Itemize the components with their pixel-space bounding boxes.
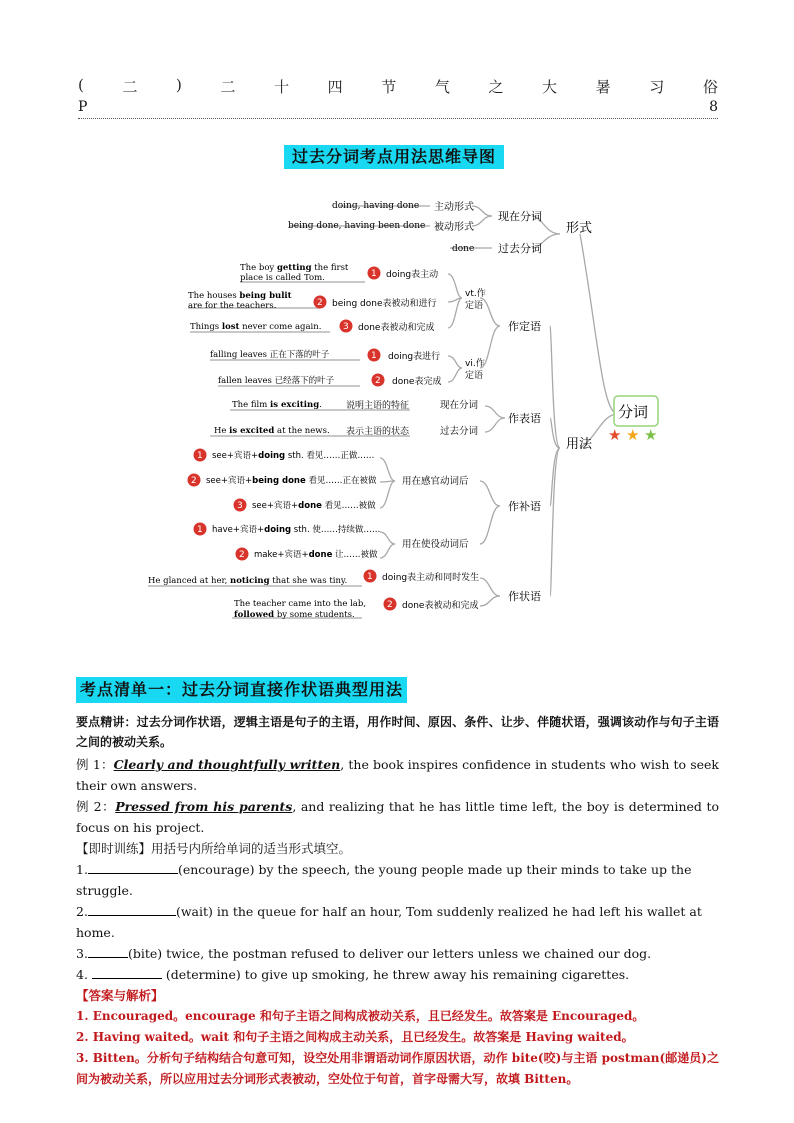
header-char: 大 <box>542 78 558 96</box>
badge-number: 2 <box>317 298 323 308</box>
node-zhudong: 主动形式 <box>434 202 474 213</box>
exercise-text: (wait) in the queue for half an hour, Tom suddenly realized he had left his wallet at home. <box>76 904 702 940</box>
vt-label-2: 定语 <box>465 301 484 311</box>
exercise-4 <box>76 964 719 985</box>
exercise-text: (bite) twice, the postman refused to deliver our letters unless we chained our dog. <box>127 946 652 961</box>
header-char: 习 <box>649 78 665 96</box>
answer-blank[interactable] <box>88 943 128 958</box>
section-title: 考点清单一：过去分词直接作状语典型用法 <box>76 677 407 703</box>
header-title <box>78 76 718 97</box>
header-char: 气 <box>434 78 450 96</box>
dingyu-example-line2: place is called Tom. <box>240 273 325 283</box>
answer-blank[interactable] <box>88 901 176 916</box>
buyu-rule: see+宾语+doing sth. 看见……正做…… <box>212 451 375 461</box>
mindmap-title: 过去分词考点用法思维导图 <box>284 145 504 169</box>
node-xingshi: 形式 <box>566 221 593 236</box>
badge-number: 1 <box>371 269 377 279</box>
node-yongfa: 用法 <box>566 437 593 452</box>
header-char: 之 <box>488 78 504 96</box>
dingyu-rule: done表被动和完成 <box>358 323 435 333</box>
dingyu-rule: being done表被动和进行 <box>332 299 437 309</box>
dingyu-example: Things lost never come again. <box>190 322 322 332</box>
dingyu-example: The boy getting the first <box>240 263 349 273</box>
zhuangyu-item <box>234 598 478 621</box>
dingyu-item <box>190 320 434 334</box>
zhuangyu-example: He glanced at her, noticing that she was tiny. <box>148 576 348 586</box>
answer-blank[interactable] <box>88 859 178 874</box>
zhuangyu-rule: doing表主动和同时发生 <box>382 573 480 583</box>
badge-number: 2 <box>191 476 197 486</box>
node-dingyu: 作定语 <box>508 320 541 333</box>
example-rest: , the book inspires confidence in students who wish to seek their own answers. <box>76 757 720 793</box>
header-char: 四 <box>327 78 343 96</box>
biaoyu-example: He is excited at the news. <box>214 426 330 436</box>
vt-label-1: vt.作 <box>465 289 486 299</box>
answer-1: 1. Encouraged。encourage 和句子主语之间构成被动关系，且已经发生。故答案是 Encouraged。 <box>76 1009 645 1023</box>
example-term: Pressed from his parents <box>115 799 293 814</box>
node-biaoyu: 作表语 <box>508 412 541 425</box>
page-number: 8 <box>709 99 718 115</box>
vi-label-2: 定语 <box>465 371 484 381</box>
header-char: ( <box>78 76 84 94</box>
header-divider <box>78 116 718 119</box>
zhuangyu-example-line2: followed by some students. <box>234 610 355 620</box>
example-2 <box>76 796 719 838</box>
biaoyu-item <box>232 399 479 411</box>
biaoyu-desc: 说明主语的特征 <box>346 401 410 411</box>
dingyu-rule: done表完成 <box>392 377 442 387</box>
vi-label-1: vi.作 <box>465 359 485 369</box>
node-beidong: 被动形式 <box>434 222 474 233</box>
example-term: Clearly and thoughtfully written <box>113 757 341 772</box>
node-zhuangyu: 作状语 <box>508 590 541 603</box>
answer-2: 2. Having waited。wait 和句子主语之间构成主动关系，且已经发生。故答案是 Having waited。 <box>76 1030 634 1044</box>
example-label: 例 1： <box>76 757 114 772</box>
mindmap-diagram <box>140 186 660 626</box>
star-icon: ★ <box>626 426 640 444</box>
buyu-item <box>236 548 379 561</box>
answer-3: 3. Bitten。分析句子结构结合句意可知，设空处用非谓语动词作原因状语，动作 bite(咬)与主语 postman(邮递员)之间为被动关系，所以应用过去分词形式表被动，空处位于句首，首字母需大写，故填 Bitten。 <box>76 1051 719 1086</box>
star-icon: ★ <box>644 426 658 444</box>
header-char: 俗 <box>702 78 718 96</box>
dingyu-example-line2: are for the teachers. <box>188 301 277 311</box>
star-icon: ★ <box>608 426 622 444</box>
exercise-number: 4. <box>76 967 88 982</box>
dingyu-example: fallen leaves 已经落下的叶子 <box>218 376 335 386</box>
header-char: ) <box>176 76 182 94</box>
exercise-2 <box>76 901 719 943</box>
active-forms: doing, having done <box>332 201 420 211</box>
header-char: 二 <box>220 78 236 96</box>
zhuangyu-item <box>148 570 479 587</box>
buyu-item <box>194 523 381 536</box>
buyu-item <box>194 449 375 462</box>
biaoyu-item <box>214 425 479 437</box>
biaoyu-type: 过去分词 <box>440 426 479 437</box>
zhuangyu-example: The teacher came into the lab, <box>234 599 367 609</box>
exercise-number: 1. <box>76 862 88 877</box>
dingyu-rule: doing表进行 <box>388 352 441 362</box>
buyu-item <box>234 499 377 512</box>
dingyu-item <box>210 349 440 363</box>
buyu-rule: make+宾语+done 让……被做 <box>254 550 378 560</box>
answer-heading: 【答案与解析】 <box>76 988 164 1003</box>
biaoyu-example: The film is exciting. <box>232 400 322 410</box>
node-shiyi: 用在使役动词后 <box>402 539 469 550</box>
badge-number: 2 <box>375 376 381 386</box>
node-buyu: 作补语 <box>508 500 541 513</box>
zhuangyu-rule: done表被动和完成 <box>402 601 479 611</box>
badge-number: 3 <box>343 322 349 332</box>
buyu-rule: have+宾语+doing sth. 使……持续做…… <box>212 525 381 535</box>
example-label: 例 2： <box>76 799 116 814</box>
biaoyu-type: 现在分词 <box>440 400 479 411</box>
answer-blank[interactable] <box>92 964 162 979</box>
badge-number: 2 <box>239 550 245 560</box>
exercise-number: 3. <box>76 946 88 961</box>
header-char: 暑 <box>595 78 611 96</box>
badge-number: 1 <box>371 351 377 361</box>
badge-number: 1 <box>197 451 203 461</box>
badge-number: 3 <box>237 501 243 511</box>
header-left: P <box>78 99 88 115</box>
badge-number: 1 <box>367 572 373 582</box>
example-rest: , and realizing that he has little time left, the boy is determined to focus on his project. <box>76 799 719 835</box>
exercise-3 <box>76 943 719 964</box>
header-char: 二 <box>122 78 138 96</box>
dingyu-rule: doing表主动 <box>386 270 439 280</box>
header-char: 十 <box>274 78 290 96</box>
exercise-number: 2. <box>76 904 88 919</box>
section-content <box>76 712 719 1090</box>
buyu-item <box>188 474 377 487</box>
badge-number: 2 <box>387 600 393 610</box>
header-char: 节 <box>381 78 397 96</box>
done-form: done <box>452 244 475 254</box>
mindmap-root-label: 分词 <box>618 403 649 421</box>
node-xianzai: 现在分词 <box>498 210 542 223</box>
node-ganguan: 用在感官动词后 <box>402 476 469 487</box>
exercise-text: (determine) to give up smoking, he threw away his remaining cigarettes. <box>161 967 630 982</box>
dingyu-item <box>218 374 441 388</box>
exercise-1 <box>76 859 719 901</box>
dingyu-example: The houses being bulit <box>188 291 292 301</box>
biaoyu-desc: 表示主语的状态 <box>346 427 410 437</box>
badge-number: 1 <box>197 525 203 535</box>
passive-forms: being done, having been done <box>288 221 426 231</box>
page-header <box>78 76 718 119</box>
mindmap-connectors <box>148 206 618 618</box>
exercise-text: (encourage) by the speech, the young people made up their minds to take up the struggle. <box>76 862 692 898</box>
buyu-rule: see+宾语+being done 看见……正在被做 <box>206 476 377 486</box>
keypoint-text: 要点精讲：过去分词作状语，逻辑主语是句子的主语，用作时间、原因、条件、让步、伴随状语，强调该动作与句子主语之间的被动关系。 <box>76 715 719 749</box>
dingyu-example: falling leaves 正在下落的叶子 <box>210 350 330 360</box>
buyu-rule: see+宾语+done 看见……被做 <box>252 501 376 511</box>
dingyu-item <box>240 263 438 283</box>
practice-heading: 【即时训练】用括号内所给单词的适当形式填空。 <box>76 841 352 856</box>
node-guoqu: 过去分词 <box>498 242 542 255</box>
example-1 <box>76 754 719 796</box>
